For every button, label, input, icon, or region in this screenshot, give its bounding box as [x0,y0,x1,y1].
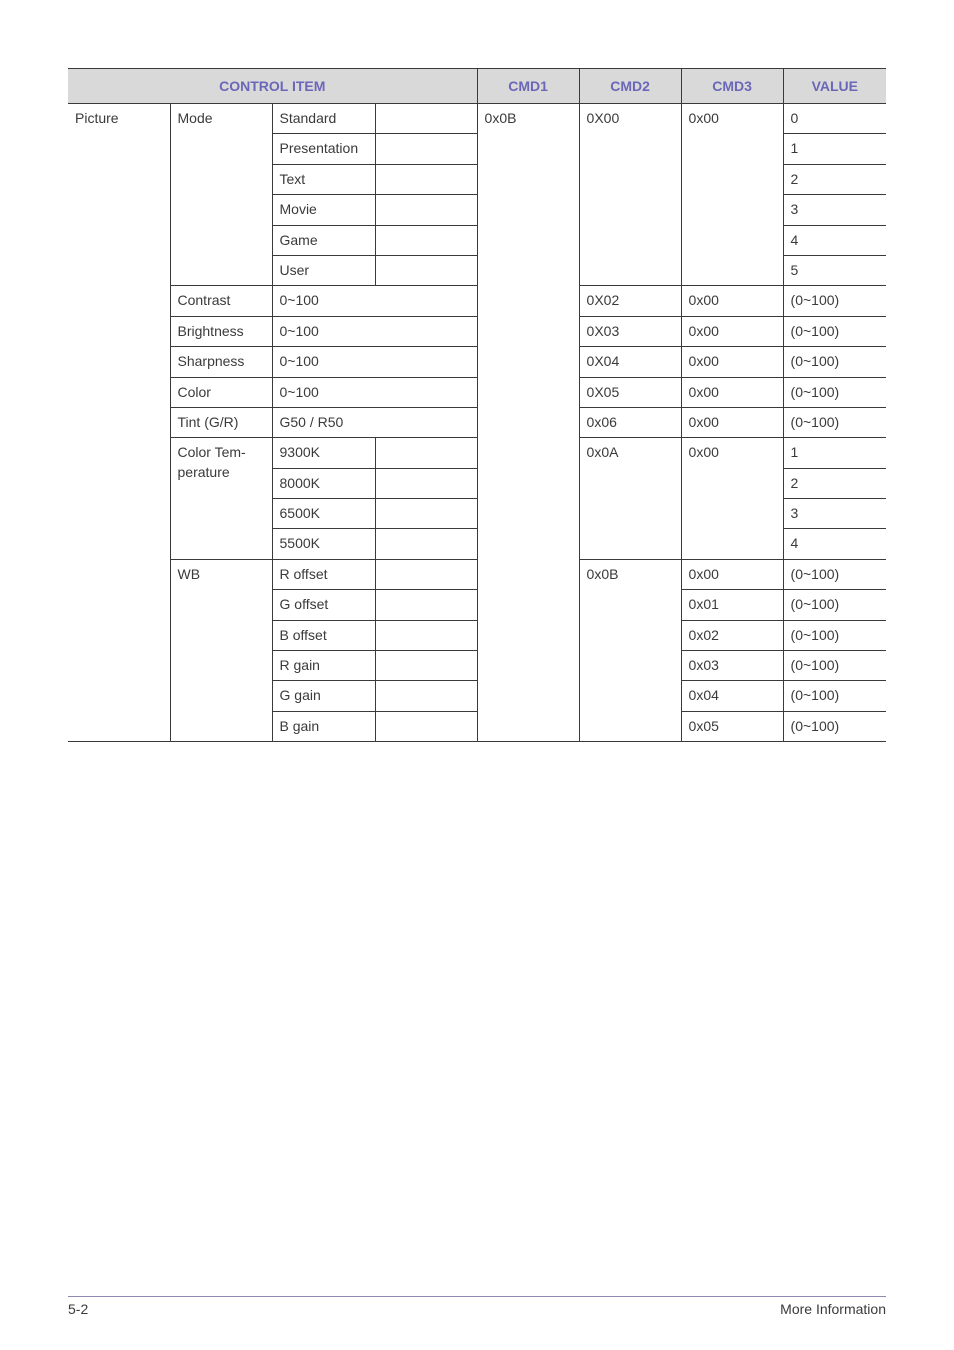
cmd2-cell: 0X00 [579,104,681,286]
value-cell: (0~100) [783,286,886,316]
value-cell: 4 [783,529,886,559]
group-label-tint: Tint (G/R) [170,407,272,437]
cmd3-cell: 0x00 [681,316,783,346]
group-label-mode: Mode [170,104,272,286]
color-temp-label-line1: Color Tem- [177,444,246,461]
item-label: 5500K [272,529,375,559]
value-cell: (0~100) [783,377,886,407]
value-cell: (0~100) [783,651,886,681]
cmd2-cell: 0x0A [579,438,681,560]
item-blank [375,164,477,194]
cmd2-cell: 0X02 [579,286,681,316]
value-cell: 1 [783,134,886,164]
value-cell: 2 [783,468,886,498]
item-blank [375,529,477,559]
item-label: G offset [272,590,375,620]
item-label: Presentation [272,134,375,164]
item-label: Text [272,164,375,194]
table-row [68,316,886,346]
group-label-contrast: Contrast [170,286,272,316]
range-cell: 0~100 [272,377,477,407]
item-blank [375,104,477,134]
cmd2-cell: 0X03 [579,316,681,346]
cmd3-cell: 0x01 [681,590,783,620]
item-blank [375,134,477,164]
value-cell: (0~100) [783,711,886,741]
footer-divider [68,1296,886,1297]
item-label: Game [272,225,375,255]
header-row [68,69,886,104]
range-cell: 0~100 [272,347,477,377]
item-label: 6500K [272,499,375,529]
header-cmd3: CMD3 [681,69,783,104]
value-cell: 1 [783,438,886,468]
item-blank [375,559,477,589]
range-cell: 0~100 [272,316,477,346]
cmd2-cell: 0X05 [579,377,681,407]
table-row [68,286,886,316]
cmd3-cell: 0x03 [681,651,783,681]
item-blank [375,651,477,681]
group-label-wb: WB [170,559,272,741]
item-label: Movie [272,195,375,225]
section-title: More Information [780,1301,886,1317]
cmd3-cell: 0x00 [681,377,783,407]
cmd1-cell: 0x0B [477,104,579,742]
item-blank [375,499,477,529]
table-row [68,559,886,589]
value-cell: 4 [783,225,886,255]
item-blank [375,438,477,468]
cmd3-cell: 0x00 [681,286,783,316]
header-cmd2: CMD2 [579,69,681,104]
cmd2-cell: 0x06 [579,407,681,437]
cmd2-cell: 0X04 [579,347,681,377]
cmd3-cell: 0x05 [681,711,783,741]
category-cell: Picture [68,104,170,742]
table-row [68,407,886,437]
item-blank [375,468,477,498]
range-cell: G50 / R50 [272,407,477,437]
item-blank [375,255,477,285]
item-label: G gain [272,681,375,711]
cmd3-cell: 0x00 [681,559,783,589]
table-row [68,438,886,468]
group-label-brightness: Brightness [170,316,272,346]
table-row [68,104,886,134]
group-label-color: Color [170,377,272,407]
item-label: R gain [272,651,375,681]
item-blank [375,225,477,255]
value-cell: 2 [783,164,886,194]
value-cell: (0~100) [783,559,886,589]
value-cell: 5 [783,255,886,285]
value-cell: 0 [783,104,886,134]
group-label-color-temperature [170,438,272,560]
value-cell: (0~100) [783,407,886,437]
value-cell: 3 [783,195,886,225]
item-label: 9300K [272,438,375,468]
value-cell: (0~100) [783,681,886,711]
item-label: User [272,255,375,285]
item-blank [375,195,477,225]
value-cell: (0~100) [783,620,886,650]
item-label: B offset [272,620,375,650]
control-table [68,68,886,742]
value-cell: (0~100) [783,347,886,377]
cmd3-cell: 0x00 [681,438,783,560]
group-label-sharpness: Sharpness [170,347,272,377]
table-row [68,347,886,377]
value-cell: 3 [783,499,886,529]
item-blank [375,590,477,620]
cmd3-cell: 0x00 [681,407,783,437]
cmd3-cell: 0x00 [681,104,783,286]
value-cell: (0~100) [783,316,886,346]
item-label: B gain [272,711,375,741]
header-control-item: CONTROL ITEM [68,69,477,104]
item-blank [375,711,477,741]
cmd2-cell: 0x0B [579,559,681,741]
item-label: 8000K [272,468,375,498]
color-temp-label-line2: perature [177,464,230,481]
cmd3-cell: 0x02 [681,620,783,650]
table-row [68,377,886,407]
cmd3-cell: 0x00 [681,347,783,377]
header-cmd1: CMD1 [477,69,579,104]
item-label: R offset [272,559,375,589]
item-label: Standard [272,104,375,134]
cmd3-cell: 0x04 [681,681,783,711]
header-value: VALUE [783,69,886,104]
item-blank [375,620,477,650]
page-number: 5-2 [68,1301,89,1317]
range-cell: 0~100 [272,286,477,316]
value-cell: (0~100) [783,590,886,620]
item-blank [375,681,477,711]
